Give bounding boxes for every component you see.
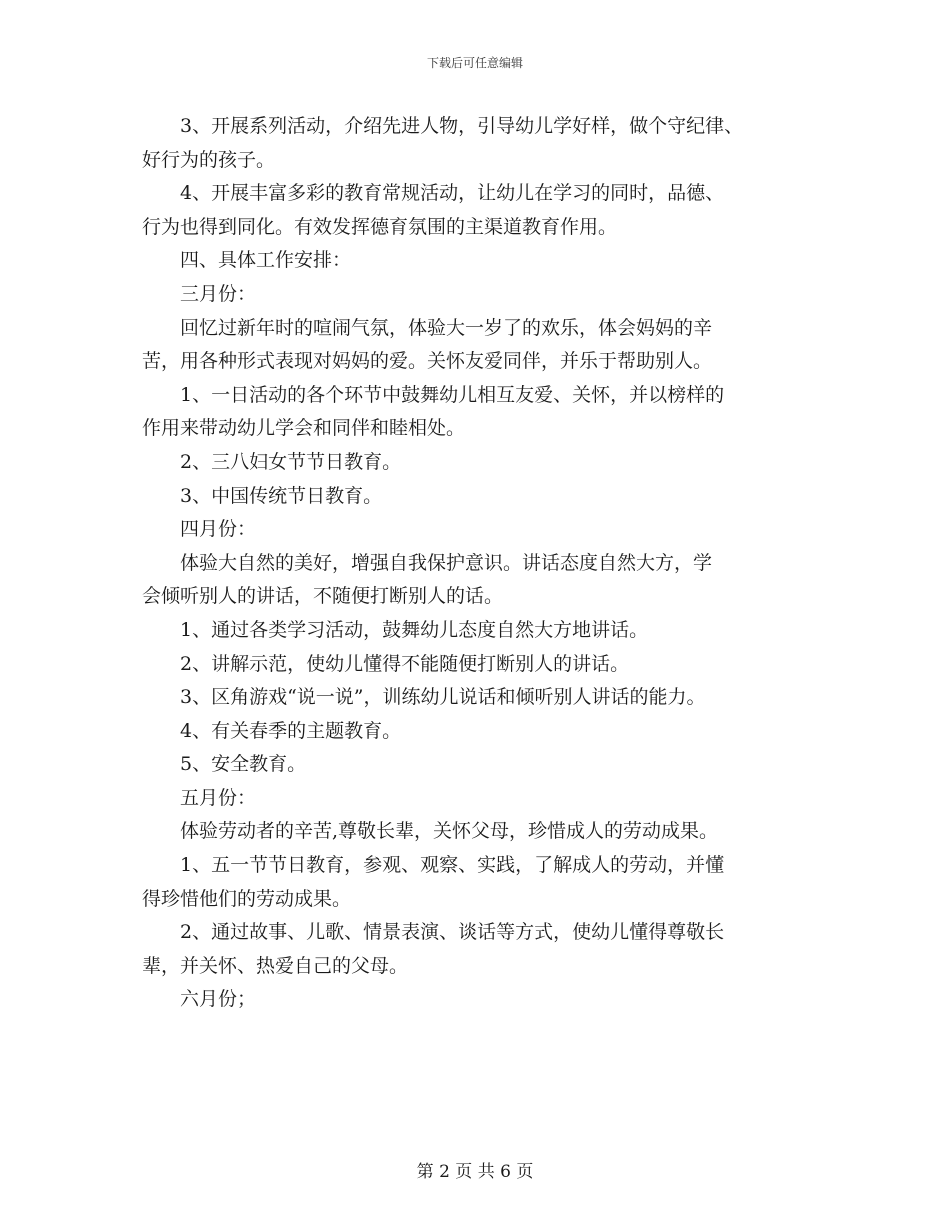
- page-footer: 第 2 页 共 6 页: [416, 1162, 534, 1182]
- text-line: 2、三八妇女节节日教育。: [180, 450, 402, 473]
- text-line: 作用来带动幼儿学会和同伴和睦相处。: [142, 417, 466, 440]
- text-line: 3、中国传统节日教育。: [180, 484, 383, 507]
- text-line: 行为也得到同化。有效发挥德育氛围的主渠道教育作用。: [142, 215, 618, 238]
- text-line: 5、安全教育。: [180, 753, 307, 776]
- text-line: 体验大自然的美好，增强自我保护意识。讲话态度自然大方，学: [180, 551, 713, 574]
- document-body: [142, 110, 822, 1017]
- text-line: 1、一日活动的各个环节中鼓舞幼儿相互友爱、关怀，并以榜样的: [180, 383, 725, 406]
- text-line: 四月份：: [180, 518, 257, 541]
- text-line: 辈，并关怀、热爱自己的父母。: [142, 954, 409, 977]
- text-line: 2、通过故事、儿歌、情景表演、谈话等方式，使幼儿懂得尊敬长: [180, 921, 725, 944]
- text-line: 1、五一节节日教育，参观、观察、实践，了解成人的劳动，并懂: [180, 854, 725, 877]
- text-line: 4、开展丰富多彩的教育常规活动，让幼儿在学习的同时，品德、: [180, 182, 725, 205]
- text-line: 五月份：: [180, 786, 257, 809]
- text-line: 六月份；: [180, 988, 257, 1011]
- text-line: 4、有关春季的主题教育。: [180, 719, 402, 742]
- page-header: 下载后可任意编辑: [426, 56, 523, 70]
- text-line: 会倾听别人的讲话，不随便打断别人的话。: [142, 585, 504, 608]
- text-line: 体验劳动者的辛苦,尊敬长辈，关怀父母，珍惜成人的劳动成果。: [180, 820, 719, 843]
- text-line: 回忆过新年时的喧闹气氛，体验大一岁了的欢乐，体会妈妈的辛: [180, 316, 713, 339]
- text-line: 3、开展系列活动，介绍先进人物，引导幼儿学好样，做个守纪律、: [180, 115, 744, 137]
- text-line: 得珍惜他们的劳动成果。: [142, 887, 352, 910]
- text-line: 好行为的孩子。: [142, 148, 276, 171]
- text-line: 1、通过各类学习活动，鼓舞幼儿态度自然大方地讲话。: [180, 618, 649, 641]
- text-line: 2、讲解示范，使幼儿懂得不能随便打断别人的讲话。: [180, 652, 630, 675]
- text-line: 3、区角游戏“说一说”，训练幼儿说话和倾听别人讲话的能力。: [180, 686, 706, 709]
- text-line: 三月份：: [180, 282, 257, 305]
- text-line: 四、具体工作安排：: [180, 249, 352, 272]
- text-line: 苦，用各种形式表现对妈妈的爱。关怀友爱同伴，并乐于帮助别人。: [142, 350, 713, 373]
